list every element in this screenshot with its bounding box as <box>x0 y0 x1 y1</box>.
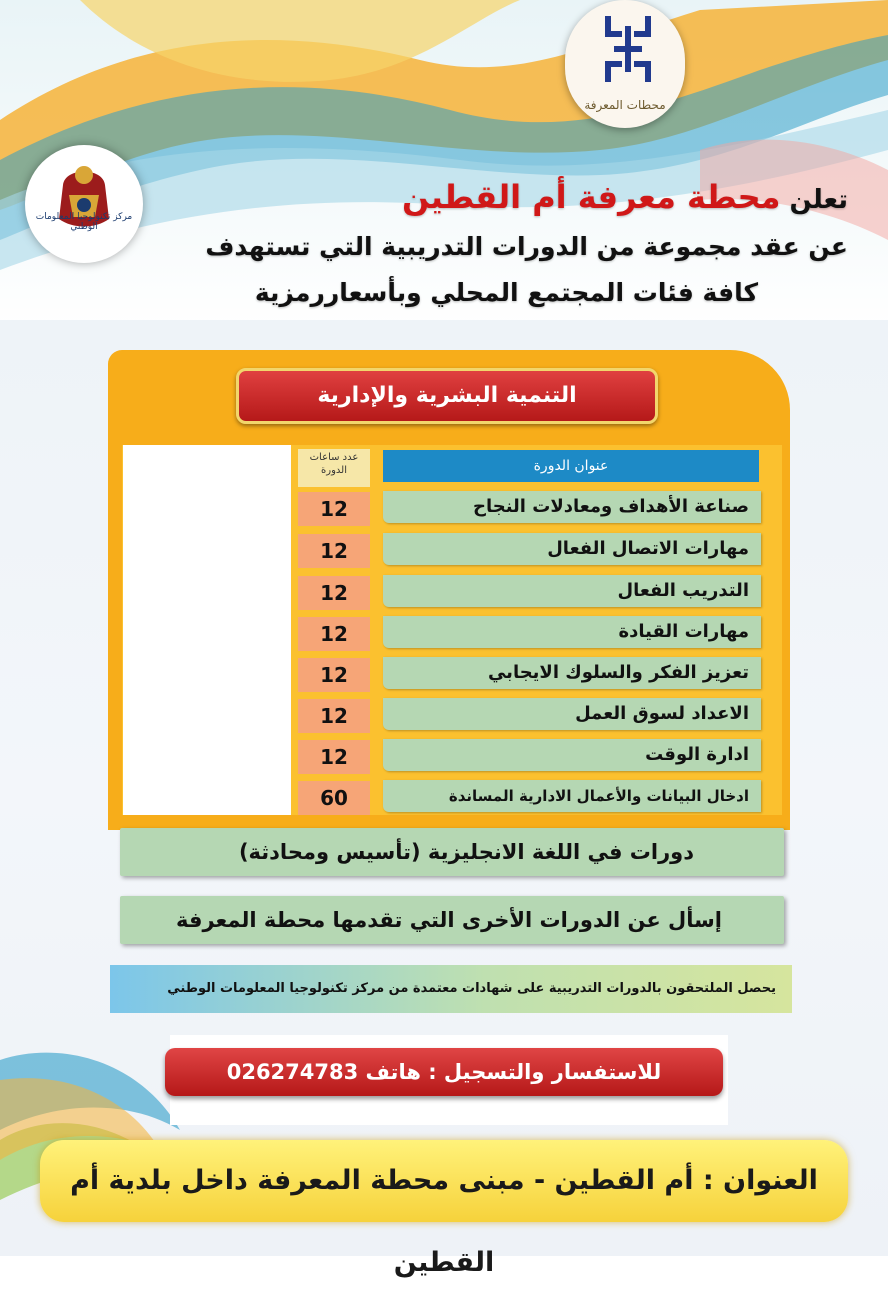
course-row-hours: 12 <box>298 492 370 526</box>
course-row-title: تعزيز الفكر والسلوك الايجابي <box>383 657 761 689</box>
crest-caption: مركز تكنولوجيا المعلومات الوطني <box>35 212 133 232</box>
course-row-hours: 12 <box>298 658 370 692</box>
headline-line-3: كافة فئات المجتمع المحلي وبأسعاررمزية <box>254 278 758 307</box>
address-bar: العنوان : أم القطين - مبنى محطة المعرفة داخل بلدية أم القطين <box>40 1140 848 1222</box>
knowledge-stations-label: محطات المعرفة <box>584 98 666 112</box>
other-courses-box: إسأل عن الدورات الأخرى التي تقدمها محطة المعرفة <box>120 896 784 944</box>
headline-announcement <box>402 178 848 216</box>
course-row-hours: 60 <box>298 781 370 815</box>
national-crest-logo <box>25 145 143 263</box>
panel-blank-area <box>123 445 291 815</box>
crest-icon <box>25 145 143 263</box>
contact-info-bar: للاستفسار والتسجيل : هاتف 026274783 <box>165 1048 723 1096</box>
title-column-header: عنوان الدورة <box>383 450 759 482</box>
section-title: التنمية البشرية والإدارية <box>236 368 658 424</box>
course-row-hours: 12 <box>298 576 370 610</box>
course-row-title: مهارات القيادة <box>383 616 761 648</box>
hours-column-header: عدد ساعات الدورة <box>298 449 370 487</box>
course-row-title: صناعة الأهداف ومعادلات النجاح <box>383 491 761 523</box>
english-courses-box: دورات في اللغة الانجليزية (تأسيس ومحادثة) <box>120 828 784 876</box>
station-name: محطة معرفة أم القطين <box>402 178 781 216</box>
course-row-title: ادخال البيانات والأعمال الادارية المساندة <box>383 780 761 812</box>
course-row-title: التدريب الفعال <box>383 575 761 607</box>
course-row-title: الاعداد لسوق العمل <box>383 698 761 730</box>
knowledge-stations-logo-icon <box>600 12 656 86</box>
certificate-note: يحصل الملتحقون بالدورات التدريبية على شهادات معتمدة من مركز تكنولوجيا المعلومات الوطني <box>110 965 792 1013</box>
course-row-title: مهارات الاتصال الفعال <box>383 533 761 565</box>
course-row-hours: 12 <box>298 699 370 733</box>
course-row-hours: 12 <box>298 534 370 568</box>
course-row-title: ادارة الوقت <box>383 739 761 771</box>
headline-line-2: عن عقد مجموعة من الدورات التدريبية التي تستهدف <box>205 232 848 261</box>
announces-label: تعلن <box>789 185 848 215</box>
course-row-hours: 12 <box>298 617 370 651</box>
course-row-hours: 12 <box>298 740 370 774</box>
